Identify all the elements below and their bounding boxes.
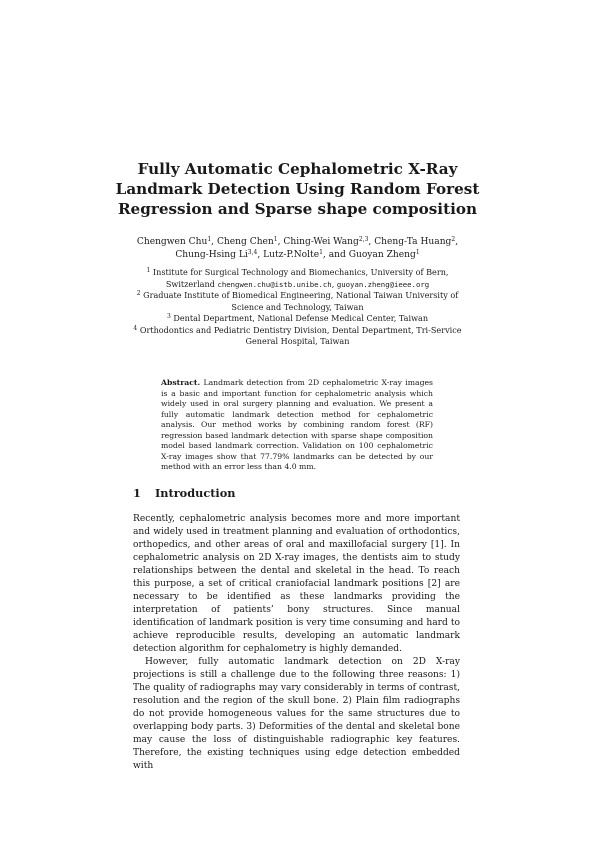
author-affiliation-mark: 1 [415,249,420,256]
author-name: Lutz-P.Nolte [263,250,320,260]
affiliation-3 [100,313,495,325]
section-number: 1 [133,486,141,500]
section-title: Introduction [155,486,236,500]
author-affiliation-mark: 1 [273,236,278,243]
affiliation-2-continued [100,302,495,314]
paper-title [100,159,495,219]
email-address: chengwen.chu@istb.unibe.ch [217,279,332,289]
author-name: Cheng Chen [216,237,274,247]
email-address: guoyan.zheng@ieee.org [336,279,430,289]
affiliation-number: 1 [146,267,151,274]
section-heading [133,486,235,500]
affiliation-4 [100,325,495,337]
affiliation-text: General Hospital, Taiwan [245,336,350,346]
affiliation-text: Graduate Institute of Biomedical Engineering, National Taiwan University of [143,290,459,300]
affiliation-number: 3 [166,313,171,320]
affiliation-4-continued [100,336,495,348]
author-name: Chung-Hsing Li [175,250,248,260]
paragraph: Recently, cephalometric analysis becomes more and more important and widely used in treatment planning and evaluation of orthodontics, orthopedics, and other areas of oral and maxillofacial surgery [1]. In cephalometric analysis on 2D X-ray images, the dentists aim to study relationships between the dental and skeletal in the head. To reach this purpose, a set of critical craniofacial landmark positions [2] are necessary to be identified as these landmarks providing the interpretation of patients’ bony structures. Since manual identification of landmark position is very time consuming and hard to achieve reproducible results, developing an automatic landmark detection algorithm for cephalometry is highly demanded. [133,514,460,654]
author-affiliation-mark: 1 [207,236,212,243]
author-line: Chung-Hsing Li$^{3,4}$, Lutz-P.Nolte$^1$, and Guoyan Zheng$^1$ [175,249,420,260]
author-line: Chengwen Chu$^1$, Cheng Chen$^1$, Ching-Wei Wang$^{2,3}$, Cheng-Ta Huang$^2$, [136,236,459,247]
author-name: Ching-Wei Wang [283,237,359,247]
affiliation-text: Dental Department, National Defense Medical Center, Taiwan [173,313,429,323]
affiliation-text: Switzerland [165,278,215,289]
affiliation-text: Institute for Surgical Technology and Biomechanics, University of Bern, [152,267,449,277]
abstract [161,378,433,473]
affiliation-1 [100,267,495,279]
author-name: Cheng-Ta Huang [374,237,452,247]
affiliation-text: Science and Technology, Taiwan [231,301,364,312]
author-affiliation-mark: 2,3 [358,236,369,243]
author-name: Guoyan Zheng [348,250,416,260]
author-affiliation-mark: 1 [319,249,323,256]
section-body [133,513,460,773]
paragraph: However, fully automatic landmark detection on 2D X-ray projections is still a challenge due to the following three reasons: 1) The quality of radiographs may vary considerably in terms of contrast, resolution and the region of the skull bone. 2) Plain film radiographs do not provide homogeneous values for the same structures due to overlapping body parts. 3) Deformities of the dental and skeletal bone may cause the loss of distinguishable radiographic key features. Therefore, the existing techniques using edge detection embedded with [133,657,460,771]
affiliation-1-continued: Switzerland chengwen.chu@istb.unibe.ch, guoyan.zheng@ieee.org [165,278,430,289]
author-name: Chengwen Chu [136,237,208,247]
affiliation-number: 2 [136,290,141,297]
abstract-label: Abstract. [161,378,201,387]
author-affiliation-mark: 2 [451,236,456,243]
affiliation-list [100,267,495,348]
abstract-text: Landmark detection from 2D cephalometric X-ray images is a basic and important function for cephalometric analysis which widely used in oral surgery planning and evaluation. We present a fully automatic landmark detection method for cephalometric analysis. Our method works by combining random forest (RF) regression based landmark detection with sparse shape composition model based landmark correction. Validation on 100 cephalometric X-ray images show that 77.79% landmarks can be detected by our method with an error less than 4.0 mm. [161,378,433,471]
author-affiliation-mark: 3,4 [247,249,258,256]
title-line: Fully Automatic Cephalometric X-Ray [137,160,458,178]
affiliation-number: 4 [133,324,138,332]
affiliation-text: Orthodontics and Pediatric Dentistry Division, Dental Department, Tri-Service [139,324,462,335]
title-line: Regression and Sparse shape composition [117,200,478,218]
affiliation-2 [100,290,495,302]
author-list [110,236,485,262]
title-line: Landmark Detection Using Random Forest [115,180,480,198]
